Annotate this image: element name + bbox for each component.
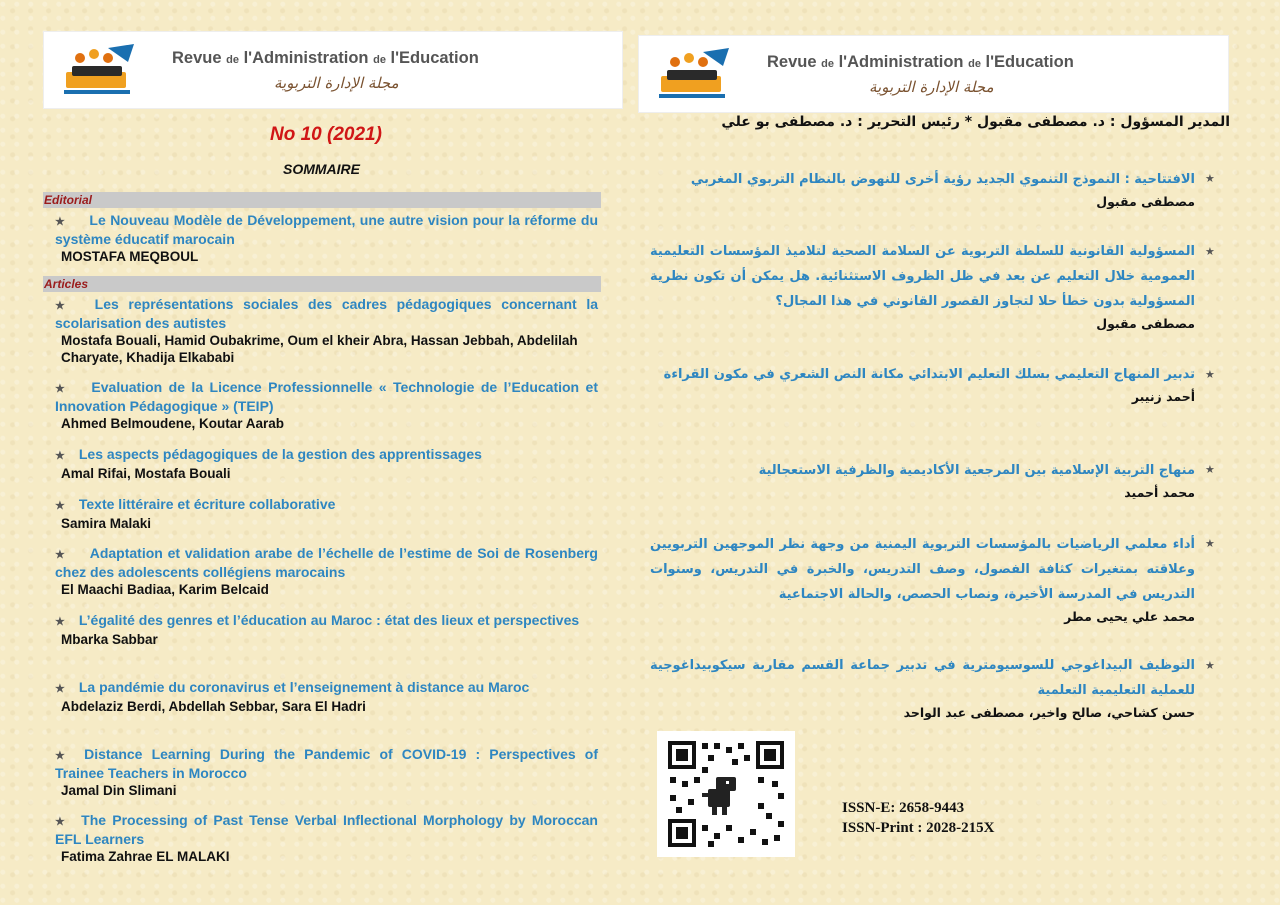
- journal-title-arabic: مجلة الإدارة التربوية: [274, 74, 399, 92]
- toc-entry[interactable]: [55, 212, 598, 265]
- toc-title[interactable]: ★ The Processing of Past Tense Verbal Inflectional Morphology by Moroccan EFL Learners: [55, 812, 598, 847]
- star-icon: ★: [1205, 660, 1215, 672]
- toc-entry[interactable]: [55, 612, 598, 648]
- journal-title: Revue de l'Administration de l'Education: [767, 53, 1074, 71]
- journal-logo-icon: [653, 46, 733, 104]
- toc-authors: مصطفى مقبول: [1096, 316, 1195, 331]
- star-icon: ★: [1205, 173, 1215, 185]
- toc-authors: محمد أحميد: [1124, 485, 1195, 500]
- star-icon: ★: [1205, 369, 1215, 381]
- journal-banner-left: [43, 31, 623, 109]
- toc-authors: Fatima Zahrae EL MALAKI: [61, 849, 230, 864]
- toc-entry[interactable]: [55, 679, 555, 715]
- toc-authors: Samira Malaki: [61, 516, 152, 531]
- toc-authors: محمد علي يحيى مطر: [1064, 609, 1195, 624]
- sommaire-heading: SOMMAIRE: [283, 161, 360, 177]
- toc-entry[interactable]: [55, 379, 598, 432]
- section-editorial: Editorial: [43, 192, 601, 208]
- star-icon: ★: [55, 750, 71, 762]
- toc-title[interactable]: تدبير المنهاج التعليمي بسلك التعليم الابتدائي مكانة النص الشعري في مكون القراءة: [663, 367, 1195, 382]
- star-icon: ★: [1205, 464, 1215, 476]
- toc-entry[interactable]: [55, 496, 598, 532]
- toc-authors: El Maachi Badiaa, Karim Belcaid: [61, 582, 269, 597]
- journal-logo-icon: [58, 42, 138, 100]
- issn-print: ISSN-Print : 2028-215X: [842, 820, 995, 836]
- toc-entry-arabic[interactable]: [650, 167, 1195, 212]
- toc-title[interactable]: ★ Les représentations sociales des cadres pédagogiques concernant la scolarisation des autistes: [55, 296, 598, 331]
- issue-number: No 10 (2021): [270, 124, 382, 145]
- star-icon: ★: [55, 383, 68, 395]
- star-icon: ★: [1205, 538, 1215, 550]
- toc-entry[interactable]: [55, 446, 598, 482]
- qr-code-icon[interactable]: [657, 731, 795, 857]
- editorial-masthead: المدير المسؤول : د. مصطفى مقبول * رئيس التحرير : د. مصطفى بو علي: [721, 114, 1230, 130]
- star-icon: ★: [55, 683, 65, 695]
- star-icon: ★: [55, 450, 65, 462]
- star-icon: ★: [55, 500, 65, 512]
- toc-entry-arabic[interactable]: [650, 362, 1195, 407]
- star-icon: ★: [55, 300, 71, 312]
- toc-authors: Mbarka Sabbar: [61, 632, 158, 647]
- star-icon: ★: [55, 816, 68, 828]
- toc-title[interactable]: ★ Le Nouveau Modèle de Développement, une autre vision pour la réforme du système éducatif marocain: [55, 212, 598, 247]
- toc-title[interactable]: التوظيف البيداغوجي للسوسيومترية في تدبير جماعة القسم مقاربة سيكوبيداغوجية للعملية التعليمية التعلمية: [650, 658, 1195, 698]
- toc-authors: MOSTAFA MEQBOUL: [61, 249, 199, 264]
- toc-title[interactable]: ★ Texte littéraire et écriture collaborative: [55, 496, 336, 512]
- toc-title[interactable]: ★ Distance Learning During the Pandemic of COVID-19 : Perspectives of Trainee Teachers in Morocco: [55, 746, 598, 781]
- toc-entry-arabic[interactable]: [650, 653, 1195, 723]
- toc-title[interactable]: ★ Evaluation de la Licence Professionnelle « Technologie de l’Education et Innovation Pédagogique » (TEIP): [55, 379, 598, 414]
- toc-title[interactable]: الافتتاحية : النموذج التنموي الجديد رؤية أخرى للنهوض بالنظام التربوي المغربي: [690, 172, 1195, 187]
- toc-entry[interactable]: [55, 812, 598, 865]
- toc-entry-arabic[interactable]: [650, 458, 1195, 503]
- star-icon: ★: [1205, 246, 1215, 258]
- toc-authors: Jamal Din Slimani: [61, 783, 177, 798]
- toc-authors: Mostafa Bouali, Hamid Oubakrime, Oum el kheir Abra, Hassan Jebbah, Abdelilah Charyate, Khadija Elkababi: [61, 333, 578, 365]
- toc-entry[interactable]: [55, 296, 598, 366]
- toc-title[interactable]: منهاج التربية الإسلامية بين المرجعية الأكاديمية والظرفية الاستعجالية: [758, 463, 1195, 478]
- toc-entry-arabic[interactable]: [650, 532, 1195, 627]
- toc-entry-arabic[interactable]: [650, 239, 1195, 334]
- star-icon: ★: [55, 216, 66, 228]
- toc-authors: مصطفى مقبول: [1096, 194, 1195, 209]
- toc-title[interactable]: المسؤولية القانونية للسلطة التربوية عن السلامة الصحية لتلاميذ المؤسسات التعليمية العمومية خلال التعليم عن بعد في ظل الظروف الاستثنائية. هل يمكن أن تكون نظرية المسؤولية بدون خطأ حلا لتجاوز القصور القانوني في هذا المجال؟: [650, 244, 1195, 309]
- toc-title[interactable]: ★ Les aspects pédagogiques de la gestion des apprentissages: [55, 446, 482, 462]
- journal-title: Revue de l'Administration de l'Education: [172, 49, 479, 67]
- toc-title[interactable]: أداء معلمي الرياضيات بالمؤسسات التربوية اليمنية من وجهة نظر الموجهين التربويين وعلاقته بمتغيرات كثافة الفصول، وصف التدريس، والخبرة في التدريس، وسنوات التدريس في المدرسة الأخيرة، ونصاب الحصص، والحالة الاجتماعية: [650, 537, 1195, 602]
- toc-authors: Ahmed Belmoudene, Koutar Aarab: [61, 416, 285, 431]
- section-articles: Articles: [43, 276, 601, 292]
- toc-title[interactable]: ★ Adaptation et validation arabe de l’échelle de l’estime de Soi de Rosenberg chez des adolescents collégiens marocains: [55, 545, 598, 580]
- toc-authors: حسن كشاحي، صالح واخير، مصطفى عبد الواحد: [903, 705, 1195, 720]
- toc-authors: Abdelaziz Berdi, Abdellah Sebbar, Sara El Hadri: [61, 699, 366, 714]
- toc-title[interactable]: ★ L’égalité des genres et l’éducation au Maroc : état des lieux et perspectives: [55, 612, 580, 628]
- star-icon: ★: [55, 549, 66, 561]
- journal-title-arabic: مجلة الإدارة التربوية: [869, 78, 994, 96]
- toc-entry[interactable]: [55, 746, 598, 799]
- toc-authors: Amal Rifai, Mostafa Bouali: [61, 466, 231, 481]
- toc-authors: أحمد زنيبر: [1131, 389, 1195, 404]
- toc-entry[interactable]: [55, 545, 598, 598]
- toc-title[interactable]: ★ La pandémie du coronavirus et l’enseignement à distance au Maroc: [55, 679, 530, 695]
- star-icon: ★: [55, 616, 65, 628]
- journal-banner-right: [638, 35, 1229, 113]
- issn-electronic: ISSN-E: 2658-9443: [842, 800, 965, 816]
